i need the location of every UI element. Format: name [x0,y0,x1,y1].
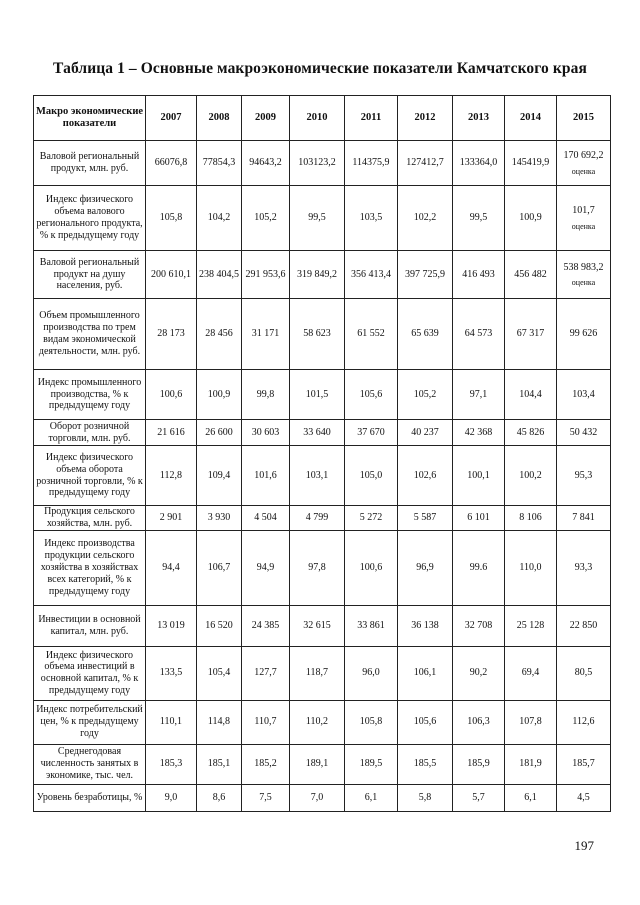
cell-value: 200 610,1 [151,268,191,280]
cell-2015 [557,251,611,299]
cell-value: 416 493 [462,268,495,280]
estimate-note: оценка [571,166,596,176]
cell-value: 185,3 [159,758,183,770]
cell-value: 104,2 [207,212,231,224]
cell-value: 58 623 [303,328,331,340]
cell-value: 185,5 [413,758,437,770]
cell-value: 99,5 [308,212,326,224]
cell-2009 [242,744,290,784]
cell-value: 94,4 [162,561,180,573]
cell-2012 [398,186,453,251]
table-title: Таблица 1 – Основные макроэкономические показатели Камчатского края [53,60,587,77]
cell-value: 114,8 [207,716,231,728]
cell-value: 50 432 [569,426,598,438]
cell-value: 189,5 [359,758,383,770]
cell-2012 [398,744,453,784]
cell-value: 185,1 [207,758,231,770]
cell-value: 103,4 [572,388,595,400]
cell-value: 31 171 [251,328,280,340]
cell-value: 66076,8 [154,157,188,169]
cell-2012 [398,530,453,605]
cell-value: 185,7 [572,758,595,770]
cell-2008 [197,744,242,784]
cell-2009 [242,646,290,700]
row-label: Инвестиции в основной капитал, млн. руб. [34,605,146,646]
row-label: Валовой региональный продукт на душу населения, руб. [34,251,146,299]
table-row [34,251,611,299]
cell-2007 [146,700,197,744]
table-row [34,446,611,506]
cell-2008 [197,370,242,420]
table-header-row [34,96,611,141]
cell-value: 106,7 [207,561,231,573]
cell-value: 105,8 [359,716,383,728]
cell-value: 397 725,9 [405,268,445,280]
cell-value: 7,0 [310,791,324,803]
cell-value: 100,6 [159,388,183,400]
cell-value: 6 101 [467,512,490,523]
cell-value: 4 504 [254,512,277,523]
cell-value: 5 272 [359,512,383,523]
cell-2015 [557,530,611,605]
cell-2010 [290,646,345,700]
cell-value: 28 173 [157,328,185,340]
header-year-2013: 2013 [453,96,505,141]
cell-2007 [146,370,197,420]
cell-value: 103123,2 [298,157,336,169]
cell-2010 [290,700,345,744]
header-year-2009: 2009 [242,96,290,141]
cell-value: 65 639 [411,328,439,340]
cell-value: 2 901 [159,512,183,523]
cell-value: 103,5 [359,212,383,224]
cell-2009 [242,784,290,811]
cell-2015 [557,141,611,186]
cell-value: 105,8 [159,212,183,224]
cell-value: 61 552 [357,328,385,340]
cell-value: 100,2 [519,469,542,481]
cell-2008 [197,251,242,299]
cell-value: 6,1 [524,791,537,803]
cell-value: 181,9 [519,758,542,770]
cell-2012 [398,506,453,531]
cell-value: 105,6 [413,716,437,728]
cell-value: 105,6 [359,388,383,400]
cell-2009 [242,605,290,646]
table-row [34,186,611,251]
cell-value: 99,5 [469,212,488,224]
cell-value: 40 237 [411,426,439,438]
cell-2012 [398,646,453,700]
row-label: Объем промышленного производства по трем видам экономической деятельности, млн. руб. [34,299,146,370]
cell-value: 37 670 [357,426,385,438]
cell-value: 4,5 [577,791,590,803]
cell-2014 [505,251,557,299]
row-label: Уровень безработицы, % [34,784,146,811]
cell-2013 [453,700,505,744]
cell-2011 [345,299,398,370]
cell-2014 [505,605,557,646]
cell-value: 100,9 [519,212,542,224]
cell-2007 [146,506,197,531]
cell-2009 [242,420,290,446]
cell-2012 [398,420,453,446]
cell-value: 102,2 [413,212,437,224]
cell-value: 105,4 [207,667,231,679]
cell-2014 [505,646,557,700]
cell-value: 110,2 [305,716,329,728]
cell-2014 [505,744,557,784]
table-row [34,744,611,784]
cell-value: 96,9 [416,561,434,573]
cell-2008 [197,605,242,646]
cell-2009 [242,141,290,186]
cell-2010 [290,744,345,784]
cell-value: 5,7 [472,791,485,803]
cell-value: 118,7 [305,667,329,679]
cell-value: 42 368 [464,426,493,438]
cell-2007 [146,530,197,605]
row-label: Индекс физического объема валового регионального продукта, % к предыдущему году [34,186,146,251]
cell-value: 356 413,4 [351,268,391,280]
cell-value: 64 573 [464,328,493,340]
table-row [34,420,611,446]
table-row [34,530,611,605]
cell-value: 127,7 [254,667,277,679]
cell-2011 [345,141,398,186]
cell-2012 [398,700,453,744]
cell-value: 8,6 [212,791,226,803]
cell-2011 [345,446,398,506]
cell-2014 [505,784,557,811]
cell-2013 [453,646,505,700]
table-row [34,784,611,811]
cell-2013 [453,605,505,646]
cell-value: 94,9 [256,561,275,573]
cell-value: 133364,0 [459,157,498,169]
cell-2007 [146,251,197,299]
cell-2012 [398,251,453,299]
cell-value: 456 482 [514,268,547,280]
cell-value: 69,4 [521,667,540,679]
cell-2011 [345,530,398,605]
cell-value: 21 616 [157,426,185,438]
cell-value: 189,1 [305,758,329,770]
cell-2010 [290,605,345,646]
cell-value: 7,5 [259,791,272,803]
cell-value: 32 615 [303,619,331,631]
cell-2008 [197,646,242,700]
cell-2008 [197,530,242,605]
cell-value: 319 849,2 [297,268,337,280]
cell-2010 [290,784,345,811]
cell-2014 [505,370,557,420]
row-label: Продукция сельского хозяйства, млн. руб. [34,506,146,531]
cell-2008 [197,420,242,446]
row-label: Среднегодовая численность занятых в экономике, тыс. чел. [34,744,146,784]
cell-value: 538 983,2 [563,261,604,273]
cell-2013 [453,251,505,299]
table-row [34,646,611,700]
cell-2011 [345,605,398,646]
cell-2011 [345,420,398,446]
cell-2009 [242,506,290,531]
cell-value: 291 953,6 [245,268,286,280]
header-year-2010: 2010 [290,96,345,141]
row-label: Индекс физического объема инвестиций в основной капитал, % к предыдущему году [34,646,146,700]
cell-2011 [345,744,398,784]
macro-indicators-table [33,95,611,812]
page-number: 197 [574,838,594,853]
cell-2009 [242,299,290,370]
cell-value: 36 138 [411,619,439,631]
cell-value: 105,0 [359,469,383,481]
cell-value: 33 640 [303,426,331,438]
cell-2011 [345,186,398,251]
cell-2015 [557,605,611,646]
cell-2009 [242,530,290,605]
cell-value: 99,8 [256,388,275,400]
cell-2013 [453,420,505,446]
cell-value: 95,3 [574,469,593,481]
cell-value: 97,1 [469,388,488,400]
cell-2010 [290,299,345,370]
cell-value: 112,6 [572,716,595,728]
cell-2013 [453,446,505,506]
cell-2015 [557,646,611,700]
cell-value: 100,9 [207,388,231,400]
cell-value: 96,0 [362,667,380,679]
cell-2015 [557,446,611,506]
cell-value: 90,2 [469,667,488,679]
cell-2008 [197,784,242,811]
row-label: Индекс промышленного производства, % к предыдущему году [34,370,146,420]
cell-2007 [146,446,197,506]
cell-2010 [290,186,345,251]
cell-2007 [146,299,197,370]
cell-2011 [345,784,398,811]
cell-value: 109,4 [207,469,231,481]
table-row [34,605,611,646]
cell-2007 [146,141,197,186]
cell-2010 [290,506,345,531]
cell-value: 185,2 [254,758,277,770]
cell-2011 [345,370,398,420]
header-year-2008: 2008 [197,96,242,141]
cell-2011 [345,646,398,700]
header-year-2011: 2011 [345,96,398,141]
cell-2012 [398,605,453,646]
cell-value: 105,2 [254,212,277,224]
cell-value: 238 404,5 [199,268,239,280]
cell-2008 [197,186,242,251]
cell-value: 24 385 [251,619,280,631]
cell-2010 [290,141,345,186]
row-label: Валовой региональный продукт, млн. руб. [34,141,146,186]
cell-2012 [398,299,453,370]
cell-2009 [242,186,290,251]
cell-value: 145419,9 [511,157,550,169]
cell-value: 3 930 [207,512,231,523]
table-row [34,141,611,186]
cell-value: 185,9 [467,758,490,770]
cell-value: 133,5 [159,667,183,679]
cell-2013 [453,784,505,811]
cell-value: 107,8 [519,716,542,728]
cell-2007 [146,744,197,784]
cell-2010 [290,251,345,299]
cell-value: 8 106 [519,512,542,523]
header-year-2014: 2014 [505,96,557,141]
cell-value: 99 626 [569,328,598,340]
header-year-2007: 2007 [146,96,197,141]
cell-2010 [290,530,345,605]
cell-value: 110,0 [519,561,542,573]
cell-2013 [453,506,505,531]
cell-value: 32 708 [464,619,493,631]
cell-value: 101,5 [305,388,329,400]
cell-value: 33 861 [357,619,385,631]
header-year-2015: 2015 [557,96,611,141]
cell-2007 [146,186,197,251]
cell-2015 [557,186,611,251]
cell-2014 [505,700,557,744]
cell-value: 112,8 [159,469,183,481]
row-label: Индекс производства продукции сельского хозяйства в хозяйствах всех категорий, % к предыдущему году [34,530,146,605]
table-row [34,700,611,744]
row-label: Индекс физического объема оборота розничной торговли, % к предыдущему году [34,446,146,506]
cell-2011 [345,700,398,744]
cell-2008 [197,446,242,506]
cell-value: 45 826 [516,426,545,438]
cell-2014 [505,506,557,531]
cell-2010 [290,370,345,420]
cell-2015 [557,506,611,531]
cell-value: 25 128 [516,619,545,631]
cell-2008 [197,141,242,186]
row-label: Оборот розничной торговли, млн. руб. [34,420,146,446]
estimate-note: оценка [571,278,596,288]
cell-2007 [146,605,197,646]
cell-value: 170 692,2 [563,150,604,162]
cell-value: 28 456 [205,328,233,340]
cell-2014 [505,446,557,506]
cell-2014 [505,186,557,251]
cell-2012 [398,370,453,420]
cell-value: 7 841 [572,512,595,523]
cell-value: 104,4 [519,388,542,400]
cell-value: 16 520 [205,619,233,631]
cell-2015 [557,700,611,744]
cell-value: 22 850 [569,619,598,631]
cell-value: 4 799 [305,512,329,523]
cell-2015 [557,420,611,446]
cell-value: 94643,2 [249,157,282,169]
cell-2010 [290,446,345,506]
cell-2013 [453,141,505,186]
cell-value: 106,3 [467,716,490,728]
cell-2012 [398,446,453,506]
cell-2009 [242,446,290,506]
cell-2007 [146,784,197,811]
table-row [34,299,611,370]
header-year-2012: 2012 [398,96,453,141]
cell-2013 [453,744,505,784]
cell-value: 97,8 [308,561,326,573]
cell-2015 [557,784,611,811]
cell-value: 77854,3 [202,157,236,169]
cell-value: 5,8 [418,791,432,803]
table-row [34,506,611,531]
cell-2014 [505,420,557,446]
cell-value: 6,1 [364,791,378,803]
cell-2013 [453,530,505,605]
cell-value: 110,1 [159,716,183,728]
cell-value: 127412,7 [406,157,444,169]
cell-2008 [197,700,242,744]
cell-2013 [453,299,505,370]
cell-value: 13 019 [157,619,185,631]
row-label: Индекс потребительский цен, % к предыдущему году [34,700,146,744]
cell-2015 [557,370,611,420]
cell-2009 [242,700,290,744]
cell-2015 [557,744,611,784]
cell-2012 [398,141,453,186]
cell-2008 [197,506,242,531]
cell-2013 [453,370,505,420]
cell-2007 [146,420,197,446]
cell-value: 5 587 [413,512,437,523]
cell-2011 [345,506,398,531]
cell-value: 9,0 [164,791,178,803]
cell-2015 [557,299,611,370]
cell-2010 [290,420,345,446]
cell-2014 [505,530,557,605]
cell-value: 80,5 [574,667,593,679]
cell-value: 110,7 [254,716,277,728]
cell-value: 67 317 [516,328,545,340]
cell-value: 102,6 [413,469,437,481]
cell-value: 99.6 [469,561,488,573]
cell-2011 [345,251,398,299]
cell-value: 101,6 [254,469,277,481]
cell-2012 [398,784,453,811]
cell-2014 [505,299,557,370]
cell-value: 101,7 [572,205,595,217]
cell-value: 26 600 [205,426,233,438]
cell-2008 [197,299,242,370]
cell-value: 100,6 [359,561,383,573]
cell-value: 106,1 [413,667,437,679]
estimate-note: оценка [571,221,596,231]
cell-2009 [242,370,290,420]
cell-value: 30 603 [251,426,280,438]
cell-2009 [242,251,290,299]
cell-value: 93,3 [574,561,593,573]
cell-2014 [505,141,557,186]
cell-value: 103,1 [305,469,329,481]
cell-2013 [453,186,505,251]
header-indicator-label: Макро экономические показатели [34,96,146,141]
cell-2007 [146,646,197,700]
table-row [34,370,611,420]
cell-value: 105,2 [413,388,437,400]
cell-value: 100,1 [467,469,490,481]
cell-value: 114375,9 [352,157,390,169]
